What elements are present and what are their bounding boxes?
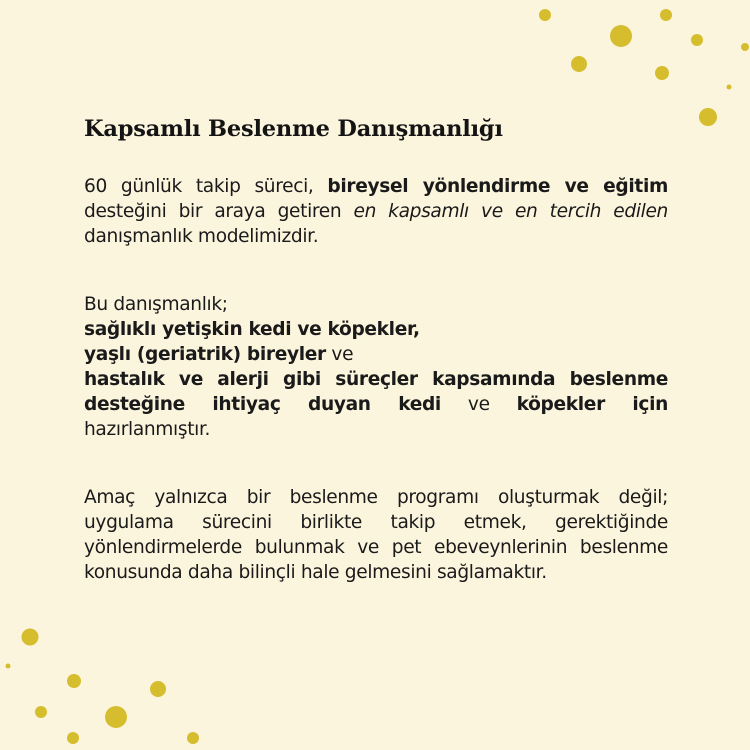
- dot: [22, 629, 39, 646]
- audience-outro: hazırlanmıştır.: [84, 419, 211, 440]
- page-title: Kapsamlı Beslenme Danışmanlığı: [84, 116, 503, 142]
- dot: [105, 706, 127, 728]
- audience-item-illness-cont: [84, 392, 668, 417]
- dot: [727, 85, 732, 90]
- emphasis-text: bireysel yönlendirme ve eğitim: [327, 176, 668, 197]
- audience-item-adults: sağlıklı yetişkin kedi ve köpekler,: [84, 319, 420, 340]
- audience-item-illness: hastalık ve alerji gibi süreçler kapsamında beslenme: [84, 369, 668, 390]
- dot: [35, 706, 47, 718]
- text: ve: [440, 394, 517, 415]
- text: desteğini bir araya getiren: [84, 201, 354, 222]
- paragraph-goal: Amaç yalnızca bir beslenme programı oluşturmak değil; uygulama sürecini birlikte takip etmek, gerektiğinde yönlendirmelerde bulunmak ve pet ebeveynlerinin beslenme konusunda daha bilinçli hale gelmesini sağlamaktır.: [84, 487, 668, 583]
- dot: [6, 664, 11, 669]
- dot: [571, 56, 587, 72]
- text: danışmanlık modelimizdir.: [84, 226, 319, 247]
- dot: [699, 108, 717, 126]
- italic-text: en kapsamlı ve en tercih edilen: [353, 201, 668, 222]
- dot: [655, 66, 669, 80]
- dot: [741, 43, 749, 51]
- emphasis-text: köpekler için: [516, 394, 669, 415]
- dot: [539, 9, 551, 21]
- audience-item-senior: [84, 342, 668, 367]
- audience-intro: Bu danışmanlık;: [84, 294, 228, 315]
- dot: [67, 674, 81, 688]
- emphasis-text: desteğine ihtiyaç duyan kedi: [84, 394, 441, 415]
- text: 60 günlük takip süreci,: [84, 176, 328, 197]
- paragraph-intro: [84, 174, 668, 249]
- text: ve: [325, 344, 354, 365]
- emphasis-text: yaşlı (geriatrik) bireyler: [84, 344, 326, 365]
- dot: [660, 9, 672, 21]
- content-body: [84, 174, 668, 585]
- dot: [150, 681, 166, 697]
- dot: [691, 34, 703, 46]
- paragraph-audience: [84, 292, 668, 442]
- dot: [67, 732, 79, 744]
- dot: [610, 25, 632, 47]
- dot: [187, 732, 199, 744]
